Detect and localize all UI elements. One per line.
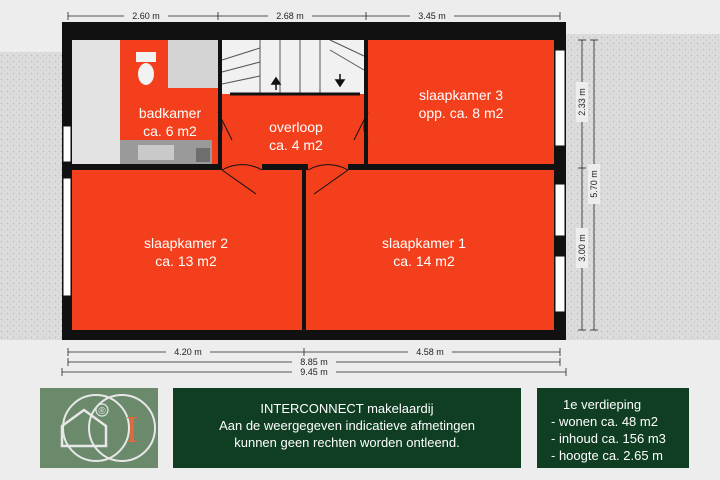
- agency-info: [173, 388, 521, 468]
- spec-volume: - inhoud ca. 156 m3: [551, 431, 666, 446]
- staircase: [222, 40, 364, 94]
- dim-right-upper: 2.33 m: [577, 88, 587, 116]
- company-logo: [40, 388, 158, 468]
- toilet-tank: [136, 52, 156, 62]
- room-name: overloop: [269, 119, 323, 135]
- logo-letter: I: [125, 409, 139, 451]
- spec-height: - hoogte ca. 2.65 m: [551, 448, 664, 463]
- shower-tray: [168, 40, 218, 88]
- dim-bottom-right: 4.58 m: [416, 347, 444, 357]
- spec-floor: 1e verdieping: [563, 397, 642, 412]
- room-area: ca. 4 m2: [269, 137, 323, 153]
- registered-mark: ®: [98, 406, 106, 417]
- floor-specs: [537, 388, 689, 468]
- dim-right-total: 5.70 m: [589, 170, 599, 198]
- dim-right-lower: 3.00 m: [577, 234, 587, 262]
- dim-top-right: 3.45 m: [418, 11, 446, 21]
- dim-top-left: 2.60 m: [132, 11, 160, 21]
- logo-emblem: [40, 388, 158, 468]
- label-slaapkamer-2: [122, 234, 250, 270]
- label-slaapkamer-1: [360, 234, 488, 270]
- dim-top-mid: 2.68 m: [276, 11, 304, 21]
- room-name: slaapkamer 2: [143, 235, 229, 251]
- label-slaapkamer-3: [396, 86, 526, 122]
- room-name: slaapkamer 3: [418, 87, 504, 103]
- dim-total-outer: 9.45 m: [300, 367, 328, 377]
- spec-living: - wonen ca. 48 m2: [551, 414, 658, 429]
- dim-total-inner: 8.85 m: [300, 357, 328, 367]
- label-badkamer: [122, 104, 218, 140]
- disclaimer-line-1: Aan de weergegeven indicatieve afmetingen: [219, 418, 475, 433]
- room-name: slaapkamer 1: [381, 235, 467, 251]
- room-name: badkamer: [138, 105, 202, 121]
- company-name: INTERCONNECT makelaardij: [260, 401, 434, 416]
- label-overloop: [244, 118, 348, 154]
- bathtub: [72, 40, 120, 166]
- room-area: opp. ca. 8 m2: [418, 105, 504, 121]
- room-area: ca. 13 m2: [155, 253, 217, 269]
- room-area: ca. 6 m2: [143, 123, 197, 139]
- toilet: [138, 63, 154, 85]
- outdoor-area-left: [0, 52, 62, 340]
- disclaimer-line-2: kunnen geen rechten worden ontleend.: [234, 435, 460, 450]
- dim-bottom-left: 4.20 m: [174, 347, 202, 357]
- room-area: ca. 14 m2: [393, 253, 455, 269]
- sink-basin: [138, 145, 174, 160]
- radiator: [196, 148, 210, 162]
